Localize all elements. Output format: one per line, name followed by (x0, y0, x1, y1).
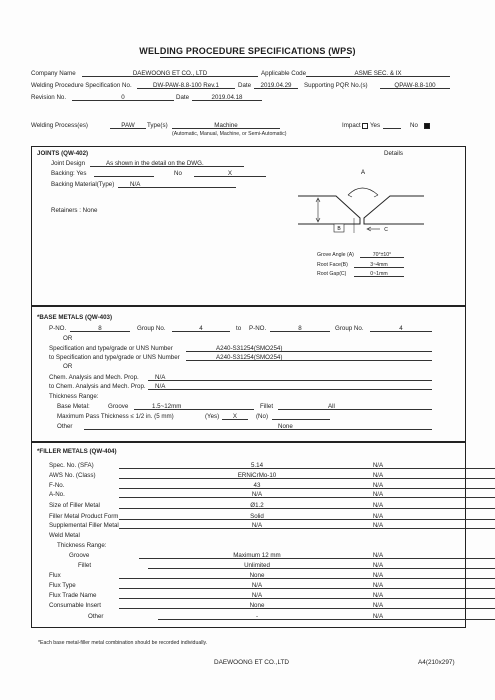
thickness-range-label: Thickness Range: (49, 393, 99, 400)
group2-value: 4 (399, 325, 403, 332)
root-face-label: Root Face(B) (317, 262, 348, 268)
base-metals-title: *BASE METALS (QW-403) (37, 314, 113, 321)
fillet-value: All (328, 403, 335, 410)
filler-row-value-2: N/A (372, 592, 384, 599)
other-label: Other (57, 423, 73, 430)
impact-yes-underline (383, 128, 401, 129)
process-underline (110, 128, 146, 129)
backing-material-underline (118, 187, 236, 188)
root-gap-label: Root Gap(C) (317, 271, 347, 277)
code-underline (306, 76, 450, 77)
impact-yes-checkbox[interactable] (362, 123, 368, 129)
filler-row-value-1: None (249, 602, 265, 609)
groove-value: 1.5~12mm (152, 403, 182, 410)
joint-design-underline (90, 166, 244, 167)
filler-metals-section (31, 442, 466, 628)
pno1-label: P-NO. (49, 325, 67, 332)
filler-row-underline (119, 468, 495, 469)
groove-underline (134, 409, 254, 410)
rev-date-value: 2019.04.18 (211, 94, 243, 101)
filler-row-value-2: N/A (372, 613, 384, 620)
filler-row-value-1: N/A (251, 582, 263, 589)
filler-row-value-1: N/A (251, 522, 263, 529)
joints-title: JOINTS (QW-402) (37, 150, 89, 157)
filler-row-underline (119, 588, 495, 589)
filler-row-value-2: N/A (372, 552, 384, 559)
pqr-value: QPAW-8.8-100 (394, 82, 436, 89)
dim-b-label: B (337, 226, 341, 232)
joint-design-value: As shown in the detail on the DWG. (106, 160, 204, 167)
to-spec-label: to Specification and type/grade or UNS Number (49, 354, 180, 361)
groove-angle-underline (360, 257, 404, 258)
filler-row-label: Flux (49, 572, 61, 579)
pno1-value: 8 (98, 325, 102, 332)
filler-row-value-1: Maximum 12 mm (233, 552, 281, 559)
process-value: PAW (121, 122, 135, 129)
filler-row-value-1: - (255, 613, 259, 620)
filler-row-label: Flux Trade Name (49, 592, 97, 599)
filler-row-label: Size of Filler Metal (49, 502, 100, 509)
base-metal-label: Base Metal: (57, 403, 90, 410)
wps-value: DW-PAW-8.8-100 Rev.1 (152, 82, 220, 89)
pqr-label: Supporting PQR No.(s) (304, 82, 368, 89)
filler-row-label: F-No. (49, 482, 65, 489)
filler-row-label: Fillet (78, 562, 92, 569)
backing-material-label: Backing Material(Type) (51, 181, 115, 188)
filler-row-label: Flux Type (49, 582, 76, 589)
left-plate (298, 196, 360, 224)
groove-angle-value: 70°±10° (372, 252, 392, 258)
root-face-underline (354, 267, 404, 268)
date-value: 2019.04.29 (260, 82, 292, 89)
filler-row-value-1: N/A (251, 491, 263, 498)
right-plate (364, 196, 424, 224)
spec-value: A240-S31254(SMO254) (216, 345, 283, 352)
filler-row-label: Consumable Insert (49, 602, 101, 609)
chem-value: N/A (155, 374, 166, 381)
type-value: Machine (214, 122, 238, 129)
other-value: None (278, 423, 293, 430)
or-label-2: OR (63, 363, 73, 370)
filler-row-underline (119, 528, 495, 529)
pno2-label: P-NO. (249, 325, 267, 332)
filler-row-value-2: N/A (372, 472, 384, 479)
backing-no-underline (194, 176, 266, 177)
filler-row-underline (119, 508, 495, 509)
joint-design-label: Joint Design (51, 160, 86, 167)
filler-row-underline (119, 578, 495, 579)
pqr-underline (380, 88, 450, 89)
impact-no-checkbox[interactable] (424, 123, 430, 129)
filler-row-value-2: N/A (372, 482, 384, 489)
to-chem-underline (148, 389, 432, 390)
filler-row-underline (119, 608, 495, 609)
filler-row-value-1: Solid (250, 513, 264, 520)
wps-label: Welding Procedure Specification No. (31, 82, 132, 89)
yes-label: (Yes) (205, 413, 220, 420)
filler-row-value-1: Ø1.2 (250, 502, 264, 509)
chem-underline (148, 380, 432, 381)
filler-row-value-2: N/A (372, 582, 384, 589)
filler-row-value-2: N/A (372, 513, 384, 520)
no-underline (272, 419, 330, 420)
dim-a-label: A (360, 170, 366, 176)
type-label: Type(s) (147, 122, 168, 129)
no-label: (No) (256, 413, 269, 420)
pno1-underline (70, 331, 130, 332)
page-title: WELDING PROCEDURE SPECIFICATIONS (WPS) (139, 46, 356, 56)
impact-yes-label: Yes (370, 122, 381, 129)
rev-value: 0 (121, 94, 125, 101)
filler-row-value-2: N/A (372, 462, 384, 469)
filler-row-value-2: N/A (372, 602, 384, 609)
weld-metal-label: Weld Metal (49, 532, 80, 539)
backing-no-value: X (227, 170, 233, 177)
footnote: *Each base metal-filler metal combination should be recorded individually. (38, 640, 208, 646)
filler-row-value-2: N/A (372, 502, 384, 509)
joint-detail-diagram (296, 163, 426, 243)
type-note: (Automatic, Manual, Machine, or Semi-Automatic) (172, 131, 287, 137)
filler-row-value-1: None (249, 572, 265, 579)
or-label-1: OR (63, 335, 73, 342)
root-face-value: 3~4mm (370, 262, 388, 268)
filler-row-label: Supplemental Filler Metal (49, 522, 119, 529)
filler-row-underline (119, 478, 495, 479)
date-underline (254, 88, 298, 89)
filler-row-value-1: 5.14 (250, 462, 264, 469)
dim-c-label: C (384, 227, 388, 233)
root-gap-underline (354, 276, 404, 277)
rev-underline (72, 100, 174, 101)
filler-row-label: Other (88, 613, 104, 620)
filler-row-value-2: N/A (372, 562, 384, 569)
filler-metals-title: *FILLER METALS (QW-404) (37, 448, 117, 455)
filler-row-underline (148, 568, 495, 569)
to-spec-value: A240-S31254(SMO254) (216, 354, 283, 361)
filler-row-underline (158, 619, 495, 620)
to-chem-label: to Chem. Analysis and Mech. Prop. (49, 383, 146, 390)
root-gap-value: 0~1mm (370, 271, 388, 277)
footer-company: DAEWOONG ET CO.,LTD (214, 659, 290, 666)
impact-no-label: No (410, 122, 418, 129)
pno2-underline (270, 331, 330, 332)
backing-yes-label: Backing: Yes (51, 170, 87, 177)
filler-row-value-1: 43 (253, 482, 261, 489)
filler-row-label: Groove (69, 552, 90, 559)
filler-row-underline (119, 488, 495, 489)
groove-label: Groove (108, 403, 129, 410)
spec-label: Specification and type/grade or UNS Number (49, 345, 173, 352)
to-spec-underline (186, 360, 432, 361)
company-underline (82, 76, 258, 77)
filler-row-underline (119, 519, 495, 520)
yes-value: X (232, 413, 238, 420)
group2-underline (370, 331, 432, 332)
filler-row-value-1: N/A (251, 592, 263, 599)
filler-row-value-2: N/A (372, 491, 384, 498)
filler-row-label: A-No. (49, 491, 65, 498)
group1-underline (172, 331, 230, 332)
impact-label: Impact (342, 122, 361, 129)
group1-value: 4 (199, 325, 203, 332)
max-pass-label: Maximum Pass Thickness ≤ 1/2 in. (5 mm) (57, 413, 174, 420)
fillet-label: Fillet (260, 403, 274, 410)
process-label: Welding Process(es) (31, 122, 88, 129)
filler-row-value-2: N/A (372, 572, 384, 579)
retainers-label: Retainers : None (51, 207, 98, 214)
pno2-value: 8 (298, 325, 302, 332)
rev-date-label: Date (176, 94, 190, 101)
group1-label: Group No. (137, 325, 166, 332)
groove-angle-label: Grove Angle (A) (317, 252, 354, 258)
title-underline (160, 57, 350, 58)
filler-row-value-1: Unlimited (244, 562, 270, 569)
backing-no-label: No (174, 170, 182, 177)
filler-row-underline (139, 558, 495, 559)
details-label: Details (384, 150, 403, 157)
type-underline (172, 128, 280, 129)
spec-underline (186, 351, 432, 352)
filler-row-label: AWS No. (Class) (49, 472, 96, 479)
yes-underline (222, 419, 248, 420)
to-chem-value: N/A (155, 383, 166, 390)
company-value: DAEWOONG ET CO., LTD (132, 70, 208, 77)
rev-date-underline (192, 100, 262, 101)
filler-row-label: Spec. No. (SFA) (49, 462, 94, 469)
filler-row-underline (119, 497, 495, 498)
footer-size: A4(210x297) (418, 659, 455, 666)
code-value: ASME SEC. & IX (354, 70, 402, 77)
rev-label: Revision No. (31, 94, 67, 101)
other-underline (84, 429, 432, 430)
fillet-underline (278, 409, 432, 410)
date-label: Date (238, 82, 252, 89)
filler-row-label: Filler Metal Product Form (49, 513, 119, 520)
to-label: to (236, 325, 242, 332)
thickness-range-label-2: Thickness Range: (57, 542, 107, 549)
filler-row-underline (119, 598, 495, 599)
backing-material-value: N/A (130, 181, 141, 188)
filler-row-value-1: ERNiCrMo-10 (237, 472, 277, 479)
wps-underline (137, 88, 235, 89)
code-label: Applicable Code (261, 70, 307, 77)
chem-label: Chem. Analysis and Mech. Prop. (49, 374, 139, 381)
group2-label: Group No. (335, 325, 364, 332)
company-label: Company Name (31, 70, 76, 77)
filler-row-value-2: N/A (372, 522, 384, 529)
backing-yes-underline (94, 176, 154, 177)
